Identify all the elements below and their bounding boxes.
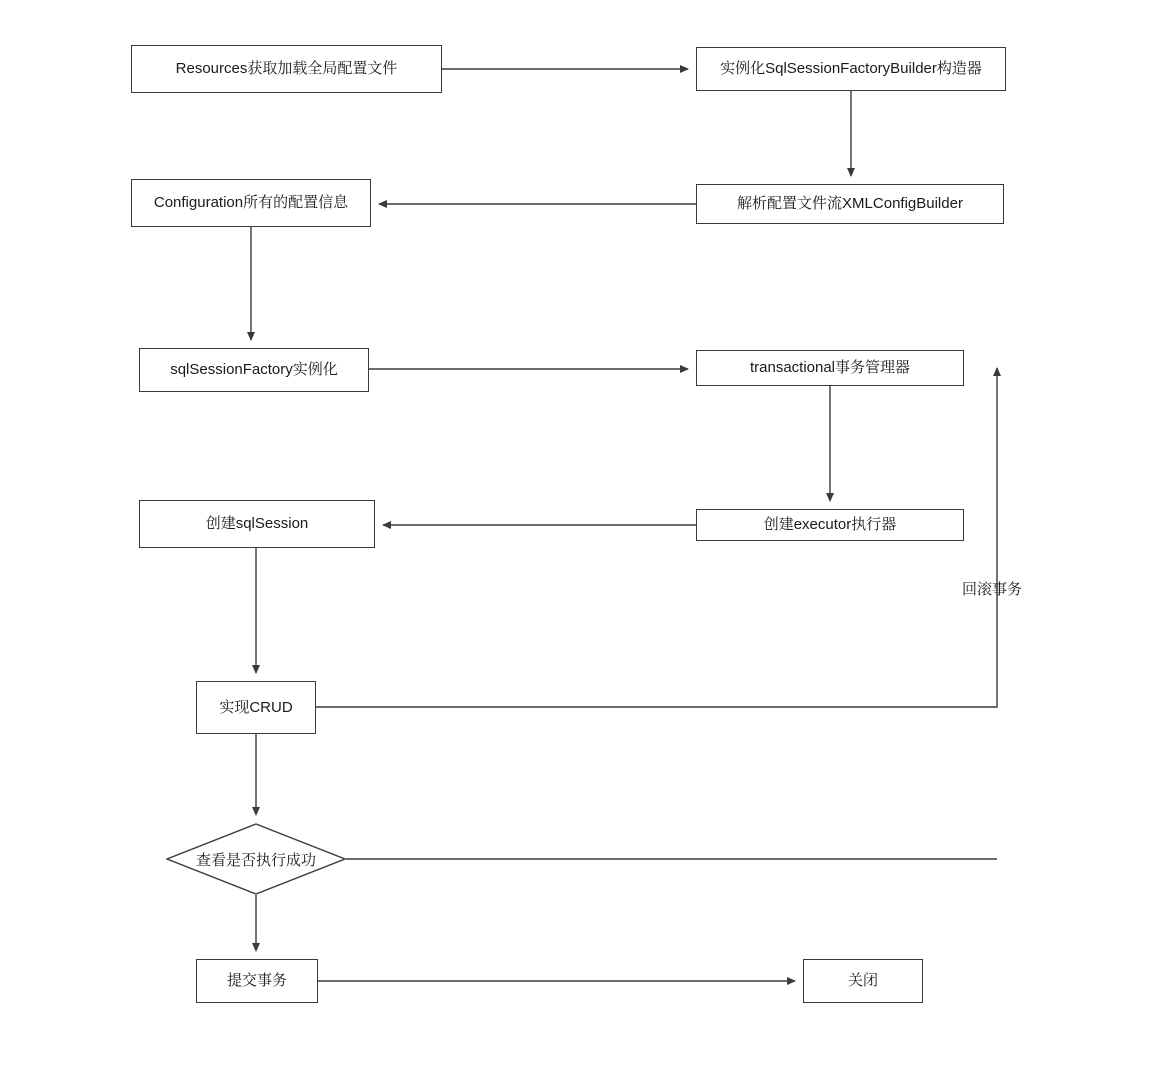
node-label: 关闭 <box>847 972 878 989</box>
node-label: 创建sqlSession <box>205 515 309 532</box>
node-crud[interactable] <box>196 681 316 734</box>
node-xmlconfigbuilder[interactable] <box>696 184 1004 224</box>
node-label: 查看是否执行成功 <box>195 851 316 869</box>
node-label: Resources获取加载全局配置文件 <box>175 60 398 77</box>
node-check-success[interactable] <box>166 823 346 895</box>
node-label: 解析配置文件流XMLConfigBuilder <box>737 195 963 212</box>
node-label: transactional事务管理器 <box>749 359 911 376</box>
node-commit[interactable] <box>196 959 318 1003</box>
node-transactional[interactable] <box>696 350 964 386</box>
node-sqlsessionfactory[interactable] <box>139 348 369 392</box>
node-executor[interactable] <box>696 509 964 541</box>
edge-label-rollback: 回滚事务 <box>962 581 1023 598</box>
node-configuration[interactable] <box>131 179 371 227</box>
node-label: 实现CRUD <box>219 698 293 716</box>
node-label: 创建executor执行器 <box>763 516 897 533</box>
node-resources[interactable] <box>131 45 442 93</box>
node-label: sqlSessionFactory实例化 <box>170 361 338 378</box>
node-label: 实例化SqlSessionFactoryBuilder构造器 <box>720 60 982 77</box>
node-close[interactable] <box>803 959 923 1003</box>
node-sqlsession[interactable] <box>139 500 375 548</box>
node-label: Configuration所有的配置信息 <box>153 194 349 211</box>
node-label: 提交事务 <box>226 972 287 989</box>
node-sqlsessionfactorybuilder[interactable] <box>696 47 1006 91</box>
